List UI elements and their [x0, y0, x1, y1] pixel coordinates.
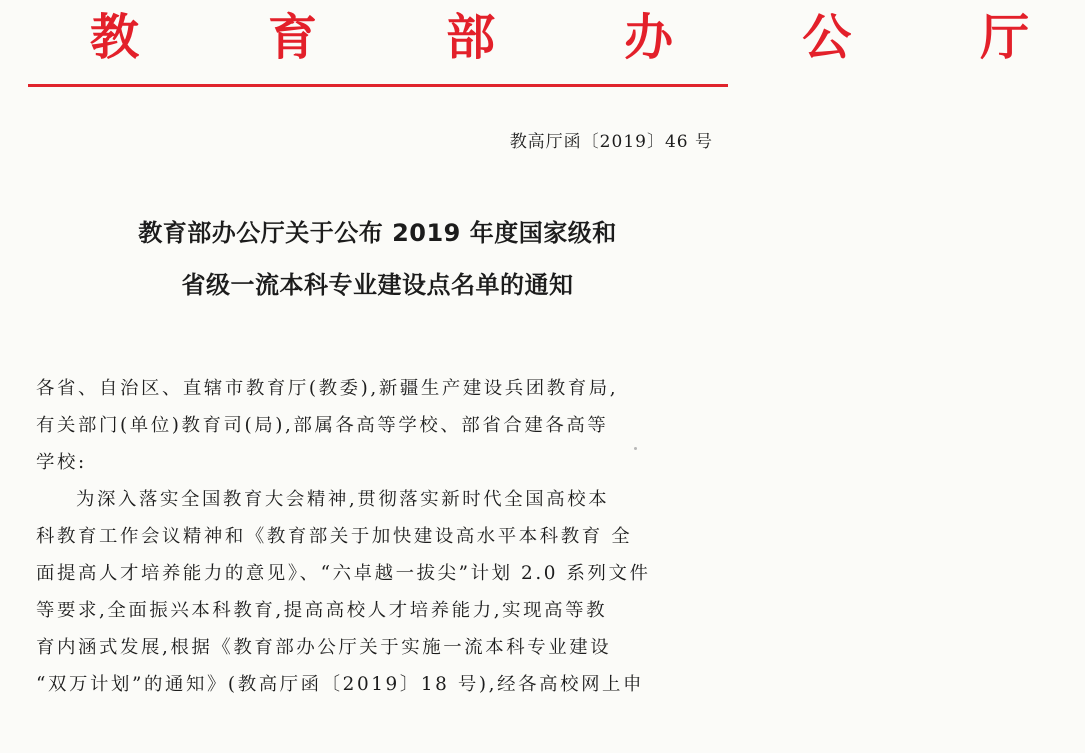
document-body — [36, 370, 726, 703]
title-line-1: 教育部办公厅关于公布 2019 年度国家级和 — [138, 219, 617, 247]
paragraph-line-2: 科教育工作会议精神和《教育部关于加快建设高水平本科教育 全 — [36, 526, 633, 547]
document-title — [0, 207, 755, 311]
paragraph-line-3: 面提高人才培养能力的意见》、“六卓越一拔尖”计划 2.0 系列文件 — [36, 563, 651, 584]
red-divider-line — [28, 84, 728, 87]
document-number: 教高厅函〔2019〕46 号 — [509, 132, 713, 152]
issuer-name: 教 育 部 办 公 厅 — [90, 8, 1085, 66]
paragraph-line-6: “双万计划”的通知》(教高厅函〔2019〕18 号),经各高校网上申 — [36, 674, 645, 695]
paragraph-line-1: 为深入落实全国教育大会精神,贯彻落实新时代全国高校本 — [76, 489, 610, 510]
paragraph-line-5: 育内涵式发展,根据《教育部办公厅关于实施一流本科专业建设 — [36, 637, 612, 658]
paragraph-line-4: 等要求,全面振兴本科教育,提高高校人才培养能力,实现高等教 — [36, 600, 608, 621]
addressee-line-3: 学校: — [36, 452, 87, 473]
addressee-line-2: 有关部门(单位)教育司(局),部属各高等学校、部省合建各高等 — [36, 415, 609, 436]
scan-speck — [634, 447, 637, 450]
addressee-line-1: 各省、自治区、直辖市教育厅(教委),新疆生产建设兵团教育局, — [36, 378, 619, 399]
letterhead — [0, 0, 1085, 78]
title-line-2: 省级一流本科专业建设点名单的通知 — [181, 271, 574, 299]
